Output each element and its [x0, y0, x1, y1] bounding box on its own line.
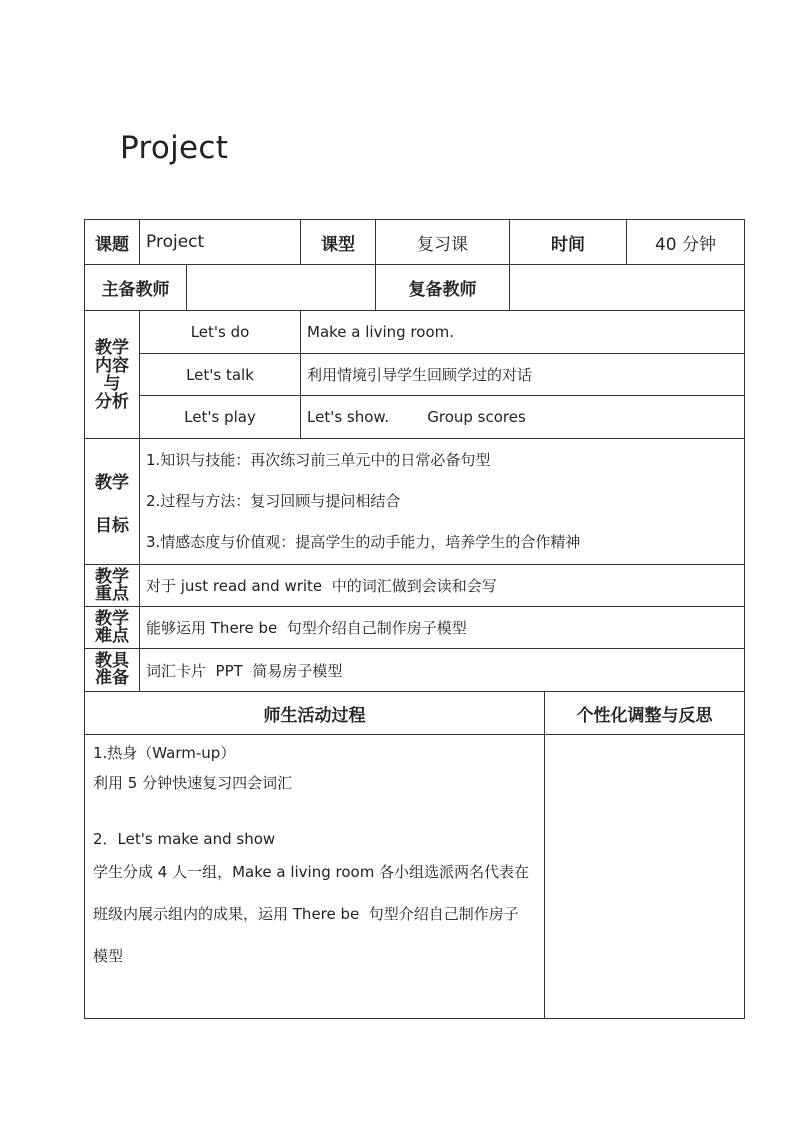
- lesson-type-label: 课型: [301, 220, 376, 265]
- activity-name: Let's do: [140, 311, 301, 354]
- process-line: 班级内展示组内的成果，运用 There be 句型介绍自己制作房子: [93, 905, 519, 923]
- activity-name: Let's play: [140, 396, 301, 439]
- activity-name: Let's talk: [140, 354, 301, 396]
- time-label: 时间: [510, 220, 627, 265]
- co-teacher-label: 复备教师: [376, 265, 510, 311]
- process-content: [85, 735, 545, 1019]
- materials-label: 教具 准备: [85, 649, 140, 692]
- content-row: [85, 311, 745, 354]
- process-header: 师生活动过程: [85, 692, 545, 735]
- materials-text: 词汇卡片 PPT 简易房子模型: [140, 649, 745, 692]
- lesson-type-value: 复习课: [376, 220, 510, 265]
- reflection-content: [545, 735, 745, 1019]
- process-line: 学生分成 4 人一组，Make a living room 各小组选派两名代表在: [93, 863, 530, 881]
- difficulties-text: 能够运用 There be 句型介绍自己制作房子模型: [140, 607, 745, 649]
- teacher-row: [85, 265, 745, 311]
- reflection-header: 个性化调整与反思: [545, 692, 745, 735]
- content-row: [85, 396, 745, 439]
- activity-description: Make a living room.: [301, 311, 745, 354]
- activity-description: 利用情境引导学生回顾学过的对话: [301, 354, 745, 396]
- co-teacher-value: [510, 265, 745, 311]
- header-row: [85, 220, 745, 265]
- objective-line: 3.情感态度与价值观：提高学生的动手能力，培养学生的合作精神: [146, 533, 581, 551]
- process-body-row: [85, 735, 745, 1019]
- objective-line: 1.知识与技能：再次练习前三单元中的日常必备句型: [146, 451, 491, 469]
- key-points-text: 对于 just read and write 中的词汇做到会读和会写: [140, 565, 745, 607]
- difficulties-row: [85, 607, 745, 649]
- lead-teacher-value: [187, 265, 376, 311]
- process-header-row: [85, 692, 745, 735]
- lesson-plan-table: [84, 219, 745, 1019]
- topic-value: Project: [140, 220, 301, 265]
- materials-row: [85, 649, 745, 692]
- process-line: 模型: [93, 947, 124, 965]
- topic-label: 课题: [85, 220, 140, 265]
- lead-teacher-label: 主备教师: [85, 265, 187, 311]
- objectives-list: [140, 439, 745, 565]
- key-points-label: 教学 重点: [85, 565, 140, 607]
- process-line: 2．Let's make and show: [93, 830, 276, 848]
- process-line: 1.热身（Warm-up）: [93, 744, 236, 762]
- objectives-label: 教学 目标: [85, 439, 140, 565]
- page-title: Project: [120, 130, 229, 166]
- objectives-row: [85, 439, 745, 565]
- objective-line: 2.过程与方法：复习回顾与提问相结合: [146, 492, 401, 510]
- process-line: 利用 5 分钟快速复习四会词汇: [93, 774, 293, 792]
- content-analysis-label: 教学 内容 与 分析: [85, 311, 140, 439]
- content-row: [85, 354, 745, 396]
- activity-description: Let's show. Group scores: [301, 396, 745, 439]
- difficulties-label: 教学 难点: [85, 607, 140, 649]
- key-points-row: [85, 565, 745, 607]
- time-value: 40 分钟: [627, 220, 745, 265]
